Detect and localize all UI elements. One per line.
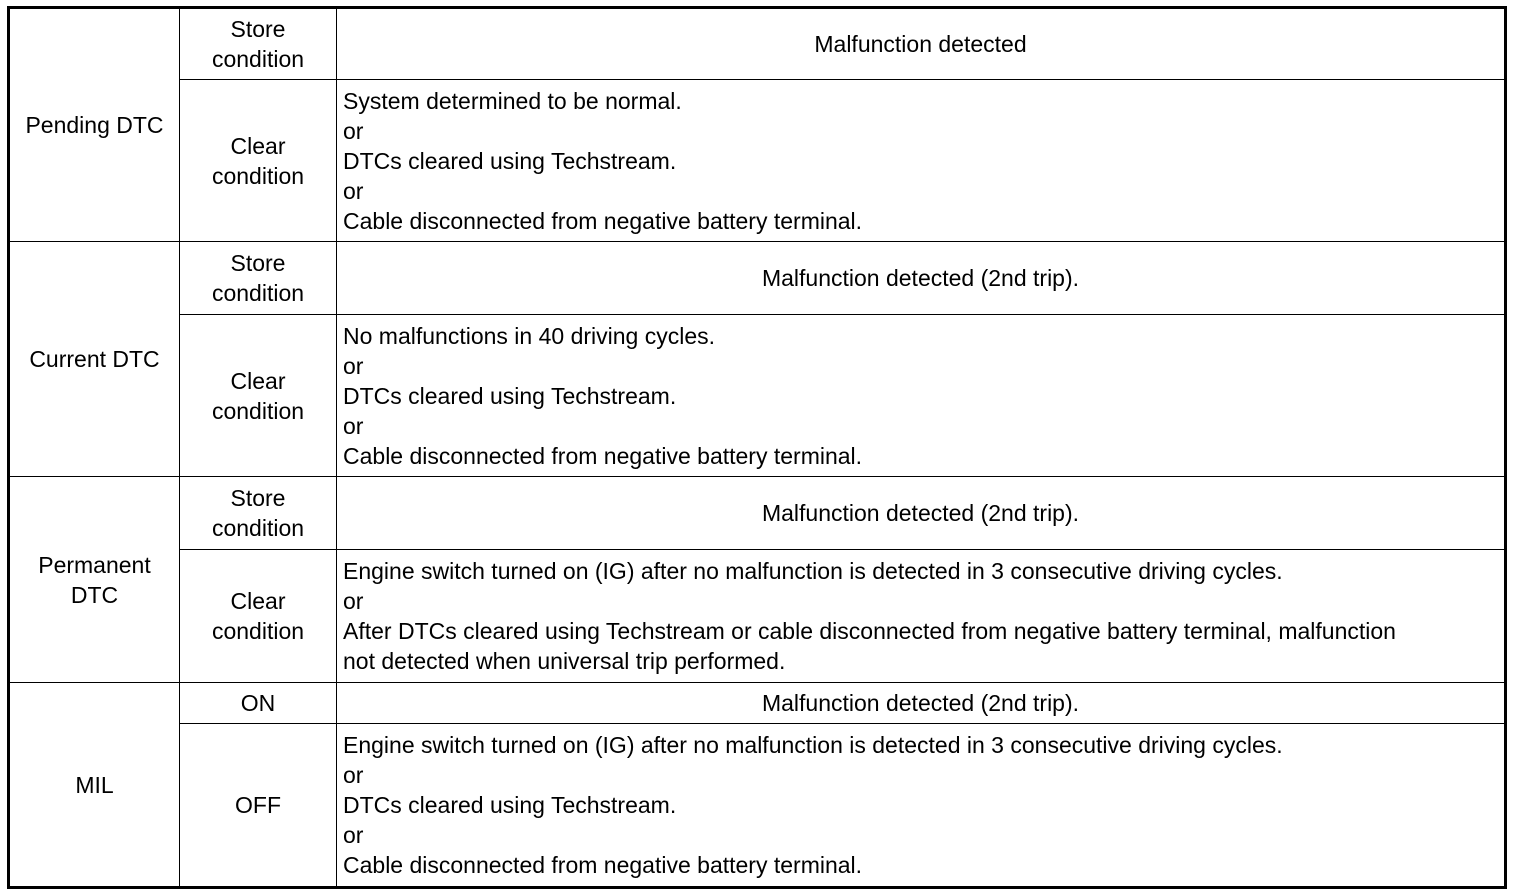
text-line: Cable disconnected from negative battery terminal.	[343, 442, 863, 469]
text-line: or	[343, 822, 364, 848]
text-line: Cable disconnected from negative battery terminal.	[343, 852, 863, 878]
mil-off-text	[337, 724, 1506, 888]
store-condition-label	[180, 242, 337, 315]
text-line: Engine switch turned on (IG) after no malfunction is detected in 3 consecutive driving cycles.	[343, 558, 1283, 584]
category-current-dtc: Current DTC	[9, 242, 180, 477]
clear-condition-label	[180, 80, 337, 242]
clear-condition-text	[337, 315, 1506, 477]
label-line: condition	[211, 397, 305, 424]
mil-on-text: Malfunction detected (2nd trip).	[337, 683, 1506, 724]
table-row	[9, 242, 1506, 315]
store-condition-text: Malfunction detected (2nd trip).	[337, 477, 1506, 550]
store-condition-text: Malfunction detected (2nd trip).	[337, 242, 1506, 315]
text-line: DTCs cleared using Techstream.	[343, 792, 677, 818]
text-line: Cable disconnected from negative battery terminal.	[343, 207, 863, 234]
mil-on-label: ON	[180, 683, 337, 724]
store-condition-text: Malfunction detected	[337, 8, 1506, 80]
text-line: No malfunctions in 40 driving cycles.	[343, 322, 715, 349]
text-line: or	[343, 177, 364, 204]
table-row	[9, 724, 1506, 888]
label-line: condition	[211, 162, 305, 189]
category-line: DTC	[70, 581, 119, 608]
dtc-conditions-table	[7, 6, 1507, 889]
text-line: or	[343, 412, 364, 439]
store-condition-label	[180, 477, 337, 550]
label-line: Store	[230, 485, 286, 511]
table-row	[9, 8, 1506, 80]
table-row	[9, 683, 1506, 724]
text-line: or	[343, 588, 364, 614]
text-line: DTCs cleared using Techstream.	[343, 382, 677, 409]
text-line: or	[343, 117, 364, 144]
category-line: Permanent	[38, 551, 151, 578]
text-line: or	[343, 352, 364, 379]
category-pending-dtc: Pending DTC	[9, 8, 180, 242]
label-line: Clear	[230, 588, 286, 614]
text-line: Engine switch turned on (IG) after no malfunction is detected in 3 consecutive driving cycles.	[343, 732, 1283, 758]
mil-off-label: OFF	[180, 724, 337, 888]
clear-condition-text	[337, 550, 1506, 683]
label-line: Clear	[230, 132, 286, 159]
clear-condition-label	[180, 550, 337, 683]
text-line: or	[343, 762, 364, 788]
table-row	[9, 477, 1506, 550]
clear-condition-text	[337, 80, 1506, 242]
table-row	[9, 550, 1506, 683]
category-permanent-dtc	[9, 477, 180, 683]
label-line: Clear	[230, 367, 286, 394]
label-line: condition	[211, 618, 305, 644]
store-condition-label	[180, 8, 337, 80]
label-line: condition	[211, 46, 305, 72]
text-line: System determined to be normal.	[343, 87, 682, 114]
label-line: condition	[211, 280, 305, 306]
clear-condition-label	[180, 315, 337, 477]
text-line: After DTCs cleared using Techstream or cable disconnected from negative battery terminal, malfunction	[343, 618, 1396, 644]
text-line: not detected when universal trip performed.	[343, 648, 786, 674]
table-row	[9, 315, 1506, 477]
text-line: DTCs cleared using Techstream.	[343, 147, 677, 174]
category-mil: MIL	[9, 683, 180, 888]
label-line: Store	[230, 16, 286, 42]
table-row	[9, 80, 1506, 242]
label-line: condition	[211, 515, 305, 541]
label-line: Store	[230, 250, 286, 276]
